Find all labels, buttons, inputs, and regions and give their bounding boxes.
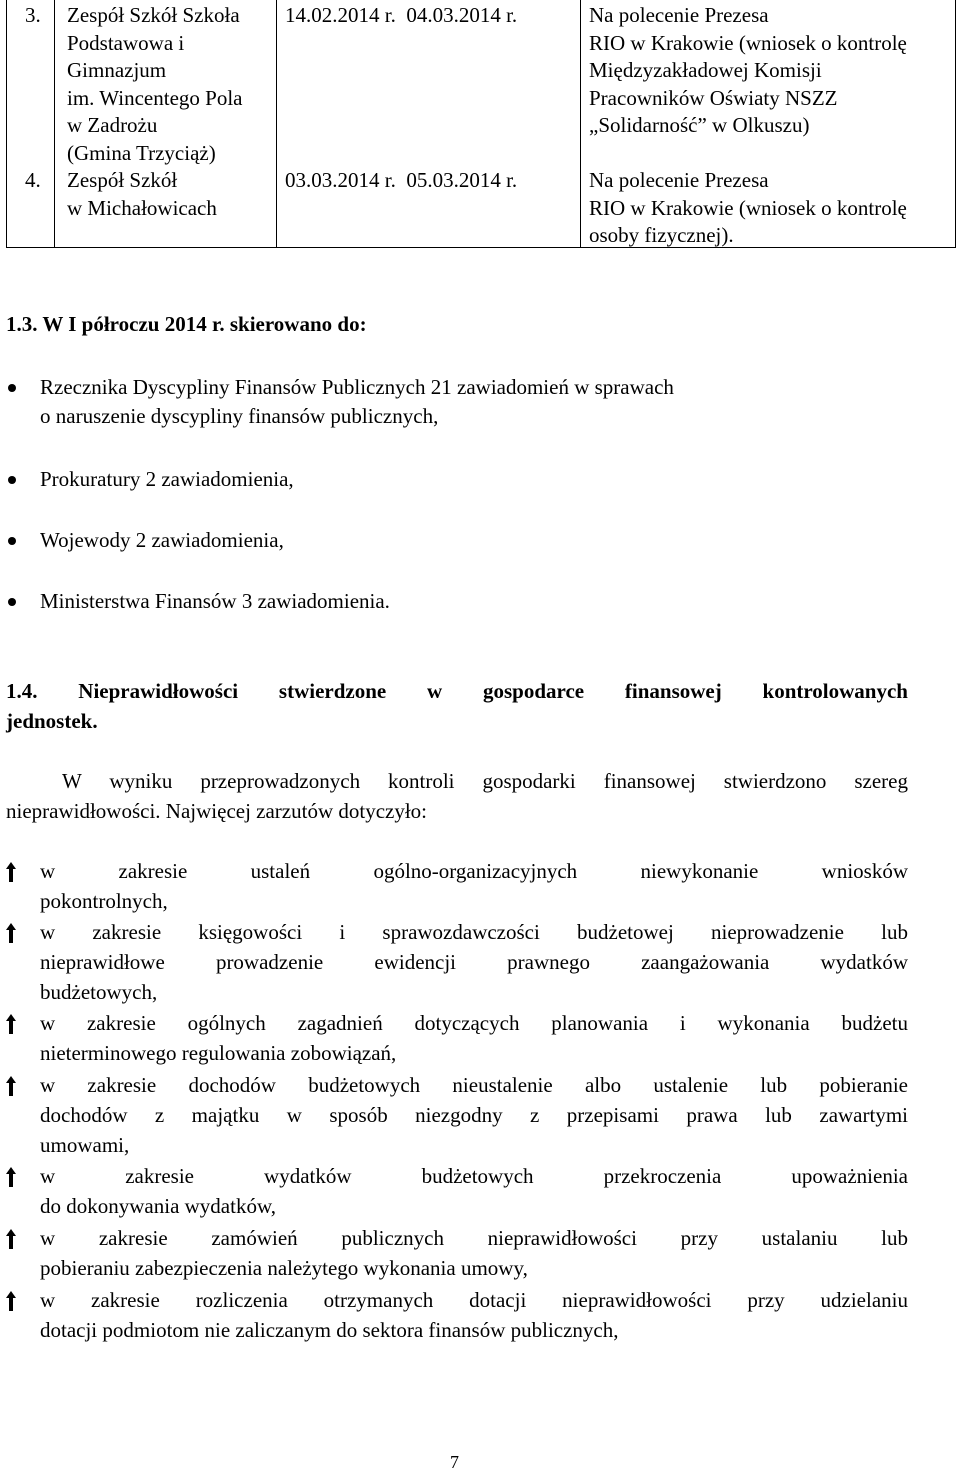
page-number: 7 — [450, 1452, 459, 1472]
list-item: w zakresie zamówień publicznych nieprawidłowości przy ustalaniu lub — [40, 1226, 908, 1250]
list-item-continuation: budżetowych, — [40, 980, 158, 1004]
table-cell-dates: 03.03.2014 r. 05.03.2014 r. — [285, 168, 518, 192]
bullet-dot-icon — [8, 537, 16, 545]
list-item: w zakresie dochodów budżetowych nieustalenie albo ustalenie lub pobieranie — [40, 1073, 908, 1097]
list-item: w zakresie rozliczenia otrzymanych dotacji nieprawidłowości przy udzielaniu — [40, 1288, 908, 1312]
list-item-continuation: pokontrolnych, — [40, 889, 168, 913]
inspection-table — [6, 0, 956, 248]
table-row-number: 4. — [25, 168, 41, 192]
list-item-continuation: nieprawidłowe prowadzenie ewidencji prawnego zaangażowania wydatków — [40, 950, 908, 974]
section-1-3-heading: 1.3. W I półroczu 2014 r. skierowano do: — [6, 312, 367, 336]
bullet-dot-icon — [8, 476, 16, 484]
section-1-4-heading-cont: jednostek. — [6, 709, 98, 733]
list-item: w zakresie wydatków budżetowych przekroczenia upoważnienia — [40, 1164, 908, 1188]
bullet-dot-icon — [8, 384, 16, 392]
bullet-dot-icon — [8, 598, 16, 606]
arrow-bullet-icon — [4, 1229, 18, 1249]
arrow-bullet-icon — [4, 923, 18, 943]
arrow-bullet-icon — [4, 1014, 18, 1034]
list-item-continuation: dotacji podmiotom nie zaliczanym do sektora finansów publicznych, — [40, 1318, 619, 1342]
table-row-number: 3. — [25, 3, 41, 27]
arrow-bullet-icon — [4, 1076, 18, 1096]
list-item: Prokuratury 2 zawiadomienia, — [40, 467, 294, 491]
table-cell-description: Na polecenie Prezesa RIO w Krakowie (wniosek o kontrolę osoby fizycznej). — [589, 168, 907, 247]
table-cell-description: Na polecenie Prezesa RIO w Krakowie (wniosek o kontrolę Międzyzakładowej Komisji Pracowników Oświaty NSZZ „Solidarność” w Olkuszu) — [589, 3, 907, 137]
intro-paragraph: W wyniku przeprowadzonych kontroli gospodarki finansowej stwierdzono szereg — [62, 769, 908, 793]
list-item: Ministerstwa Finansów 3 zawiadomienia. — [40, 589, 390, 613]
list-item: w zakresie księgowości i sprawozdawczości budżetowej nieprowadzenie lub — [40, 920, 908, 944]
list-item: w zakresie ustaleń ogólno-organizacyjnych niewykonanie wniosków — [40, 859, 908, 883]
table-cell-entity: Zespół Szkół Szkoła Podstawowa i Gimnazjum im. Wincentego Pola w Zadrożu (Gmina Trzyciąż) — [67, 3, 243, 165]
list-item-continuation: o naruszenie dyscypliny finansów publicznych, — [40, 404, 439, 428]
list-item-continuation: umowami, — [40, 1133, 130, 1157]
list-item-continuation: pobieraniu zabezpieczenia należytego wykonania umowy, — [40, 1256, 528, 1280]
arrow-bullet-icon — [4, 862, 18, 882]
arrow-bullet-icon — [4, 1167, 18, 1187]
list-item: w zakresie ogólnych zagadnień dotyczących planowania i wykonania budżetu — [40, 1011, 908, 1035]
list-item: Rzecznika Dyscypliny Finansów Publicznych 21 zawiadomień w sprawach — [40, 375, 674, 399]
table-cell-entity: Zespół Szkół w Michałowicach — [67, 168, 217, 220]
intro-paragraph-cont: nieprawidłowości. Najwięcej zarzutów dotyczyło: — [6, 799, 428, 823]
table-cell-dates: 14.02.2014 r. 04.03.2014 r. — [285, 3, 518, 27]
list-item-continuation: nieterminowego regulowania zobowiązań, — [40, 1041, 397, 1065]
section-1-4-heading: 1.4. Nieprawidłowości stwierdzone w gospodarce finansowej kontrolowanych — [6, 679, 908, 703]
arrow-bullet-icon — [4, 1291, 18, 1311]
list-item-continuation: dochodów z majątku w sposób niezgodny z przepisami prawa lub zawartymi — [40, 1103, 908, 1127]
list-item-continuation: do dokonywania wydatków, — [40, 1194, 277, 1218]
list-item: Wojewody 2 zawiadomienia, — [40, 528, 284, 552]
